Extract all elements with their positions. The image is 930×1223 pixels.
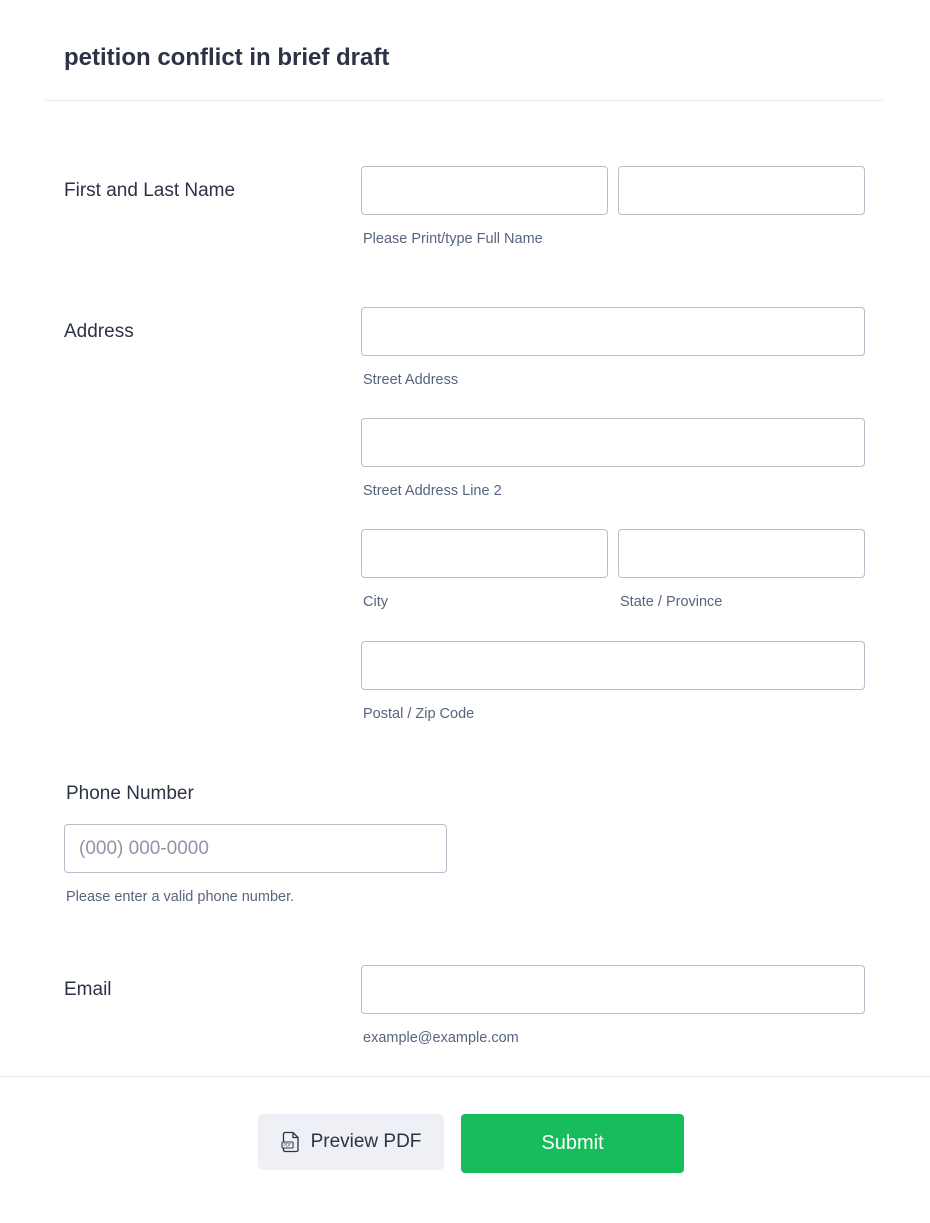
street-address-line2-sublabel: Street Address Line 2 <box>363 483 502 499</box>
first-name-input[interactable] <box>361 166 608 215</box>
pdf-file-icon <box>281 1131 301 1153</box>
street-address-input[interactable] <box>361 307 865 356</box>
street-address-sublabel: Street Address <box>363 372 459 388</box>
preview-pdf-label: Preview PDF <box>310 1131 422 1152</box>
email-label: Email <box>64 979 112 1000</box>
submit-button[interactable]: Submit <box>461 1114 684 1173</box>
title-divider <box>46 100 882 101</box>
state-province-sublabel: State / Province <box>620 594 723 610</box>
footer-divider <box>0 1076 930 1077</box>
svg-text:PDF: PDF <box>282 1142 292 1148</box>
state-province-input[interactable] <box>618 529 865 578</box>
city-sublabel: City <box>363 594 388 610</box>
address-label: Address <box>64 321 134 342</box>
street-address-line2-input[interactable] <box>361 418 865 467</box>
postal-code-input[interactable] <box>361 641 865 690</box>
postal-code-sublabel: Postal / Zip Code <box>363 706 475 722</box>
name-sublabel: Please Print/type Full Name <box>363 231 543 247</box>
city-input[interactable] <box>361 529 608 578</box>
last-name-input[interactable] <box>618 166 865 215</box>
email-sublabel: example@example.com <box>363 1030 519 1046</box>
email-input[interactable] <box>361 965 865 1014</box>
name-label: First and Last Name <box>64 180 236 201</box>
phone-label: Phone Number <box>66 783 194 804</box>
phone-input[interactable] <box>64 824 447 873</box>
phone-sublabel: Please enter a valid phone number. <box>66 889 295 905</box>
form-title: petition conflict in brief draft <box>64 44 390 71</box>
preview-pdf-button[interactable] <box>258 1114 444 1170</box>
